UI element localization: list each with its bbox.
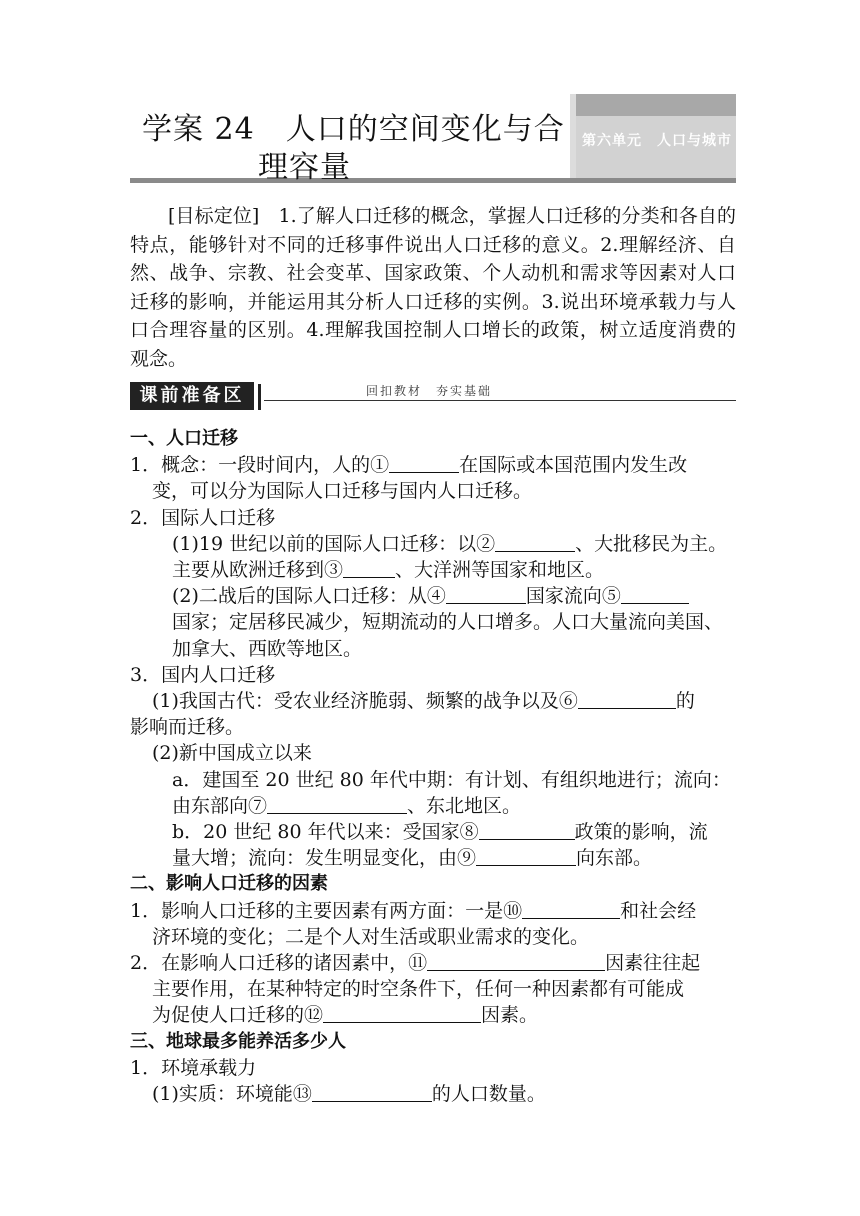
page-title-line2: 理容量 bbox=[258, 150, 351, 185]
text: 为促使人口迁移的⑫ bbox=[152, 1004, 324, 1027]
text: 由东部向⑦ bbox=[172, 794, 268, 817]
heading-migration-factors: 二、影响人口迁移的因素 bbox=[130, 873, 328, 895]
blank-13[interactable] bbox=[312, 1083, 432, 1102]
text: (2)二战后的国际人口迁移：从④ bbox=[172, 585, 446, 608]
section-subtitle: 回扣教材 夯实基础 bbox=[366, 384, 493, 398]
text: b．20 世纪 80 年代以来：受国家⑧ bbox=[172, 821, 479, 844]
blank-10[interactable] bbox=[522, 900, 620, 919]
text-line bbox=[130, 557, 736, 583]
text: 、东北地区。 bbox=[407, 794, 522, 817]
blank-2[interactable] bbox=[495, 533, 575, 552]
blank-7[interactable] bbox=[267, 795, 407, 814]
text: 因素。 bbox=[481, 1004, 539, 1027]
text: 、大洋洲等国家和地区。 bbox=[395, 559, 605, 582]
unit-label: 第六单元 人口与城市 bbox=[582, 133, 732, 149]
section-bar bbox=[130, 382, 736, 412]
blank-5[interactable] bbox=[621, 585, 689, 604]
blank-1[interactable] bbox=[389, 454, 459, 473]
text-line: 主要作用，在某种特定的时空条件下，任何一种因素都有可能成 bbox=[152, 978, 685, 1001]
text: (1)19 世纪以前的国际人口迁移：以② bbox=[172, 532, 496, 555]
text-line: a．建国至 20 世纪 80 年代中期：有计划、有组织地进行；流向： bbox=[172, 768, 731, 791]
text: 政策的影响，流 bbox=[574, 821, 708, 844]
text-line bbox=[130, 793, 736, 819]
text: 在国际或本国范围内发生改 bbox=[459, 454, 688, 477]
text: (1)实质：环境能⑬ bbox=[152, 1083, 312, 1106]
text-line: 影响而迁移。 bbox=[130, 716, 245, 739]
text-line bbox=[130, 845, 736, 871]
blank-4[interactable] bbox=[446, 585, 526, 604]
item-concept bbox=[130, 452, 736, 478]
text: 国家流向⑤ bbox=[525, 585, 621, 608]
blank-6[interactable] bbox=[578, 690, 676, 709]
text: 的人口数量。 bbox=[431, 1083, 546, 1106]
objectives-paragraph: [目标定位] 1.了解人口迁移的概念，掌握人口迁移的分类和各自的特点，能够针对不同的迁移事件说出人口迁移的意义。2.理解经济、自然、战争、宗教、社会变革、国家政策、个人动机和需求等因素对人口迁移的影响，并能运用其分析人口迁移的实例。3.说出环境承载力与人口合理容量的区别。4.理解我国控制人口增长的政策，树立适度消费的观念。 bbox=[130, 205, 736, 370]
section-bar-line bbox=[264, 400, 736, 401]
blank-9[interactable] bbox=[476, 847, 576, 866]
blank-11[interactable] bbox=[427, 952, 605, 971]
text: 1．概念：一段时间内，人的① bbox=[130, 454, 390, 477]
text: 和社会经 bbox=[620, 899, 697, 922]
text: 向东部。 bbox=[576, 847, 653, 870]
blank-8[interactable] bbox=[479, 821, 575, 840]
text-line: 1．环境承载力 bbox=[130, 1056, 257, 1079]
header-side-top bbox=[576, 94, 736, 116]
text: 1．影响人口迁移的主要因素有两方面：一是⑩ bbox=[130, 899, 523, 922]
heading-earth-capacity: 三、地球最多能养活多少人 bbox=[130, 1030, 346, 1052]
item-domestic: 3．国内人口迁移 bbox=[130, 663, 276, 686]
text: 主要从欧洲迁移到③ bbox=[172, 559, 344, 582]
text-line: 变，可以分为国际人口迁移与国内人口迁移。 bbox=[152, 480, 533, 503]
text-line: 加拿大、西欧等地区。 bbox=[172, 637, 363, 660]
header-rule bbox=[130, 178, 736, 183]
text-line bbox=[130, 898, 736, 924]
text-line bbox=[130, 1002, 736, 1028]
text: 的 bbox=[675, 690, 695, 713]
blank-3[interactable] bbox=[343, 559, 395, 578]
page-title-line1: 学案 24 人口的空间变化与合 bbox=[142, 112, 565, 147]
text-line bbox=[130, 950, 736, 976]
text-line bbox=[130, 688, 736, 714]
text-line: 济环境的变化；二是个人对生活或职业需求的变化。 bbox=[152, 925, 590, 948]
blank-12[interactable] bbox=[323, 1004, 481, 1023]
text-line bbox=[130, 583, 736, 609]
text-line bbox=[130, 1081, 736, 1107]
text: 、大批移民为主。 bbox=[575, 532, 728, 555]
text-line: 国家；定居移民减少，短期流动的人口增多。人口大量流向美国、 bbox=[172, 611, 724, 634]
text: (1)我国古代：受农业经济脆弱、频繁的战争以及⑥ bbox=[152, 690, 578, 713]
section-bar-divider bbox=[258, 384, 261, 410]
section-badge: 课前准备区 bbox=[130, 382, 254, 410]
text: 2．在影响人口迁移的诸因素中，⑪ bbox=[130, 952, 428, 975]
worksheet-body bbox=[130, 426, 736, 1107]
text: 因素往往起 bbox=[605, 952, 701, 975]
text-line bbox=[130, 819, 736, 845]
text-line bbox=[130, 531, 736, 557]
heading-population-migration: 一、人口迁移 bbox=[130, 428, 238, 449]
text: 量大增；流向：发生明显变化，由⑨ bbox=[172, 847, 477, 870]
text-line: (2)新中国成立以来 bbox=[152, 742, 312, 765]
item-international: 2．国际人口迁移 bbox=[130, 506, 276, 529]
